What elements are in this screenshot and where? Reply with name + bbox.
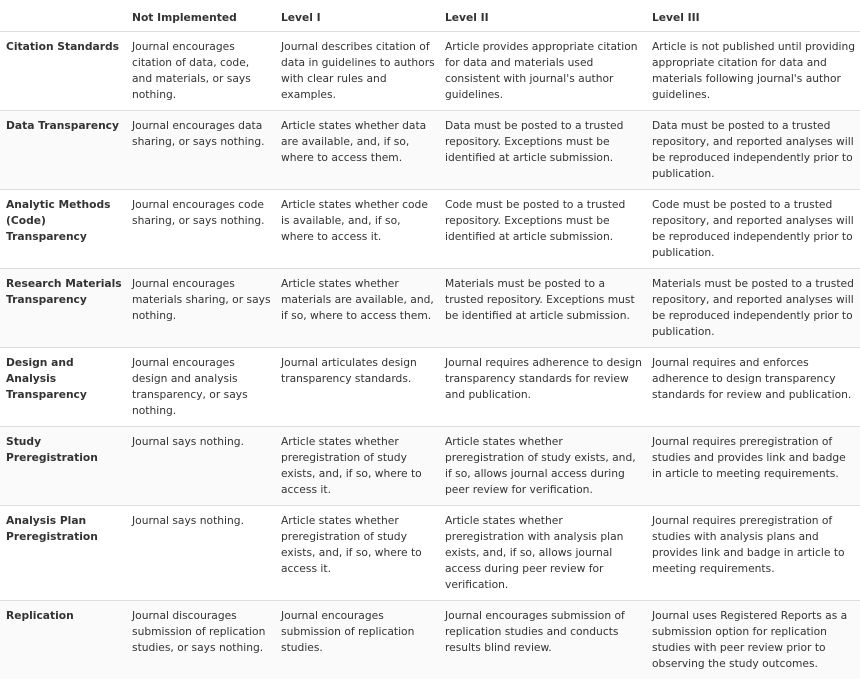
table-cell: Code must be posted to a trusted repository. Exceptions must be identified at article submission. [439,190,646,269]
table-cell: Journal encourages code sharing, or says nothing. [126,190,275,269]
table-cell: Journal requires preregistration of studies with analysis plans and provides link and badge in article to meeting requirements. [646,506,860,601]
table-row [0,348,860,427]
table-cell: Journal requires preregistration of studies and provides link and badge in article to meeting requirements. [646,427,860,506]
table-cell: Journal says nothing. [126,506,275,601]
table-header-row [0,0,860,32]
table-row [0,190,860,269]
table-cell: Journal requires adherence to design transparency standards for review and publication. [439,348,646,427]
table-cell: Article states whether preregistration of study exists, and, if so, where to access it. [275,427,439,506]
table-cell: Journal discourages submission of replication studies, or says nothing. [126,601,275,679]
table-cell: Journal encourages citation of data, code, and materials, or says nothing. [126,32,275,111]
table-cell: Materials must be posted to a trusted repository. Exceptions must be identified at article submission. [439,269,646,348]
table-cell: Materials must be posted to a trusted repository, and reported analyses will be reproduced independently prior to publication. [646,269,860,348]
table-cell: Journal encourages submission of replication studies. [275,601,439,679]
table-cell: Article states whether data are available, and, if so, where to access them. [275,111,439,190]
header-cell-level-1: Level I [275,0,439,32]
header-cell-level-2: Level II [439,0,646,32]
table-cell: Journal describes citation of data in guidelines to authors with clear rules and examples. [275,32,439,111]
header-cell-level-3: Level III [646,0,860,32]
table-row [0,506,860,601]
row-header-research-materials: Research Materials Transparency [0,269,126,348]
table-cell: Journal encourages submission of replication studies and conducts results blind review. [439,601,646,679]
table-cell: Journal encourages materials sharing, or says nothing. [126,269,275,348]
row-header-replication: Replication [0,601,126,679]
header-cell-not-implemented: Not Implemented [126,0,275,32]
table-row [0,601,860,679]
row-header-citation-standards: Citation Standards [0,32,126,111]
table-cell: Data must be posted to a trusted repository, and reported analyses will be reproduced independently prior to publication. [646,111,860,190]
table-cell: Article is not published until providing appropriate citation for data and materials following journal's author guidelines. [646,32,860,111]
row-header-data-transparency: Data Transparency [0,111,126,190]
table-cell: Journal requires and enforces adherence to design transparency standards for review and publication. [646,348,860,427]
table-cell: Article states whether code is available, and, if so, where to access it. [275,190,439,269]
table-cell: Article states whether materials are available, and, if so, where to access them. [275,269,439,348]
row-header-analysis-plan-preregistration: Analysis Plan Preregistration [0,506,126,601]
table-cell: Article states whether preregistration of study exists, and, if so, allows journal access during peer review for verification. [439,427,646,506]
row-header-analytic-methods: Analytic Methods (Code) Transparency [0,190,126,269]
table-cell: Article states whether preregistration of study exists, and, if so, where to access it. [275,506,439,601]
header-cell-standard [0,0,126,32]
table-row [0,427,860,506]
table-cell: Journal says nothing. [126,427,275,506]
table-row [0,269,860,348]
table-cell: Article states whether preregistration with analysis plan exists, and, if so, allows journal access during peer review for verification. [439,506,646,601]
row-header-design-analysis: Design and Analysis Transparency [0,348,126,427]
table-cell: Journal encourages data sharing, or says nothing. [126,111,275,190]
table-cell: Journal uses Registered Reports as a submission option for replication studies with peer review prior to observing the study outcomes. [646,601,860,679]
table-cell: Code must be posted to a trusted repository, and reported analyses will be reproduced independently prior to publication. [646,190,860,269]
table-row [0,32,860,111]
table-cell: Journal articulates design transparency standards. [275,348,439,427]
table-cell: Article provides appropriate citation for data and materials used consistent with journal's author guidelines. [439,32,646,111]
row-header-study-preregistration: Study Preregistration [0,427,126,506]
table-cell: Journal encourages design and analysis transparency, or says nothing. [126,348,275,427]
table-cell: Data must be posted to a trusted repository. Exceptions must be identified at article submission. [439,111,646,190]
table-row [0,111,860,190]
